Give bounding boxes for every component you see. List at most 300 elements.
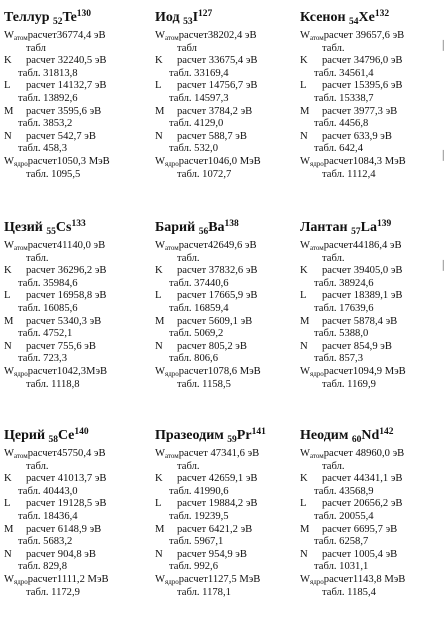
energy-row-l [300,498,446,511]
calculated-value: расчет 1005,4 эВ [322,548,398,560]
table-value: табл. 806,6 [169,353,219,365]
calculated-value: расчет 6695,7 эВ [322,523,398,535]
row-label [300,106,322,119]
table-value: табл. 4456,8 [314,118,369,130]
row-label [300,574,324,587]
calculated-value: расчет 47341,6 эВ [178,448,260,459]
energy-row-m [155,106,301,119]
element-name: Празеодим [155,428,224,443]
element-symbol: Ce [58,428,75,443]
energy-row-k [155,265,301,278]
calculated-value: расчет 32240,5 эВ [26,55,107,67]
row-label [4,30,28,43]
energy-row-k [4,55,150,68]
energy-row-n [4,341,150,354]
row-label-letter: K [300,473,308,485]
row-label-letter: L [300,290,307,302]
energy-row-k [4,473,150,486]
mass-number: 138 [224,219,239,229]
atomic-number: 52 [53,17,63,27]
row-label-letter: W [300,573,310,585]
element-name: Неодим [300,428,349,443]
energy-row-l [155,498,301,511]
row-label [300,156,324,169]
element-name: Цезий [4,220,43,235]
energy-row-l [155,290,301,303]
table-value: табл. 1185,4 [322,586,376,598]
element-block [155,220,301,391]
table-value: табл. 35984,6 [18,277,78,289]
table-value: табл. 20055,4 [314,510,374,522]
energy-row-w-ядро [155,156,301,169]
row-label [300,290,322,303]
element-title [300,10,446,26]
energy-row-w-ядро [300,366,446,379]
row-label-letter: W [300,155,310,167]
row-label-letter: L [155,80,162,92]
calculated-value: расчет 34796,0 эВ [322,55,403,67]
row-label [300,316,322,329]
table-value: табл [177,42,197,54]
row-label [4,290,26,303]
energy-row-w-ядро [155,366,301,379]
row-label [155,240,179,253]
row-label [4,473,26,486]
table-value: табл. 1112,4 [322,168,376,180]
element-symbol: Pr [236,428,252,443]
row-label-letter: N [4,548,12,560]
element-block [300,428,446,599]
element-symbol: Xe [358,10,375,25]
table-value: табл. 532,0 [169,143,219,155]
calculated-value: расчет 904,8 эВ [26,548,96,560]
energy-row-w-атом [155,448,301,461]
table-value: табл. 723,3 [18,353,68,365]
calculated-value: расчет1143,8 МэВ [323,573,406,585]
row-label [4,131,26,144]
row-label-letter: W [4,448,14,459]
row-label [155,366,179,379]
calculated-value: расчет 15395,6 эВ [322,80,403,92]
table-value: табл. 1095,5 [26,168,81,180]
energy-row-m [155,524,301,537]
energy-row-n [155,341,301,354]
calculated-value: расчет1050,3 МэВ [27,155,110,167]
calculated-value: расчет 48960,0 эВ [323,448,405,459]
element-title [4,220,150,236]
row-label-letter: W [300,448,310,459]
row-label [300,524,322,537]
table-value: табл. [322,42,345,54]
energy-row-n [4,549,150,562]
calculated-value: расчет 37832,6 эВ [177,265,258,277]
table-value: табл. [177,460,200,472]
element-name: Ксенон [300,10,346,25]
row-label [300,341,322,354]
table-value: табл. 43568,9 [314,485,374,497]
row-label-subscript: ядро [310,577,324,586]
table-value: табл. 33169,4 [169,67,229,79]
row-label [300,549,322,562]
element-title [155,428,301,444]
scan-edge-mark: │ [440,150,446,160]
row-label [4,549,26,562]
energy-row-w-ядро [155,574,301,587]
atomic-number: 54 [349,17,359,27]
calculated-value: расчет 41013,7 эВ [26,473,107,485]
table-value: табл. 458,3 [18,143,68,155]
element-title [155,10,301,26]
element-title [4,428,150,444]
row-label [155,131,177,144]
table-value: табл. 5683,2 [18,536,73,548]
row-label [300,240,324,253]
row-label [4,80,26,93]
energy-row-l [300,80,446,93]
calculated-value: расчет 954,9 эВ [177,548,247,560]
calculated-value: расчет 3784,2 эВ [177,105,253,117]
row-label-subscript: атом [14,244,28,252]
energy-row-w-ядро [300,156,446,169]
row-label-letter: K [4,55,12,67]
row-label-letter: L [155,498,162,510]
table-value: табл. 4129,0 [169,118,224,130]
row-label-letter: W [155,573,165,585]
row-label-letter: N [300,548,308,560]
energy-row-w-ядро [4,574,150,587]
row-label [300,366,324,379]
row-label [4,265,26,278]
row-label-letter: W [4,30,14,41]
row-label-letter: L [300,80,307,92]
energy-row-w-атом [300,240,446,253]
row-label [300,498,322,511]
table-value: табл. [177,252,200,264]
calculated-value: расчет 39405,0 эВ [322,265,403,277]
calculated-value: расчет41140,0 эВ [27,240,106,251]
table-value: табл. 5967,1 [169,536,224,548]
element-name: Иод [155,10,180,25]
element-block [155,10,301,181]
row-label [155,55,177,68]
calculated-value: расчет 3977,3 эВ [322,105,398,117]
row-label-subscript: ядро [14,159,28,168]
mass-number: 140 [74,427,89,437]
calculated-value: расчет 16958,8 эВ [26,290,107,302]
row-label-letter: W [4,155,14,167]
row-label-letter: K [4,265,12,277]
calculated-value: расчет1042,3МэВ [27,365,108,377]
atomic-number: 56 [198,227,209,237]
element-block [300,10,446,181]
energy-row-k [4,265,150,278]
row-label-letter: L [155,290,162,302]
element-name: Церий [4,428,46,443]
energy-row-w-ядро [4,156,150,169]
calculated-value: расчет 20656,2 эВ [322,498,403,510]
row-label [155,290,177,303]
mass-number: 127 [198,9,213,19]
row-label-letter: W [300,30,310,41]
table-value: табл. 6258,7 [314,536,369,548]
row-label [300,30,324,43]
energy-row-n [300,341,446,354]
calculated-value: расчет1084,3 МэВ [323,155,406,167]
table-value: табл. [322,460,345,472]
calculated-value: расчет 854,9 эВ [322,340,392,352]
mass-number: 132 [374,9,390,19]
row-label [155,265,177,278]
row-label-letter: K [300,265,308,277]
row-label-letter: K [155,55,163,67]
energy-row-k [155,473,301,486]
row-label-letter: M [155,105,165,117]
element-block [4,220,150,391]
calculated-value: расчет 42659,1 эВ [177,473,258,485]
table-value: табл. 1158,5 [177,378,231,390]
element-block [155,428,301,599]
atomic-number: 59 [227,435,237,445]
row-label-letter: N [155,548,163,560]
energy-row-m [300,316,446,329]
row-label [155,106,177,119]
row-label [155,549,177,562]
element-title [300,220,446,236]
energy-row-l [4,80,150,93]
atomic-number: 55 [46,227,56,237]
row-label [4,156,28,169]
row-label [4,240,28,253]
table-value: табл. 1169,9 [322,378,376,390]
calculated-value: расчет 18389,1 эВ [322,290,403,302]
energy-row-k [300,473,446,486]
scan-edge-mark: │ [440,40,446,50]
row-label-letter: W [155,240,165,251]
row-label-letter: W [155,365,165,377]
row-label-letter: L [300,498,307,510]
calculated-value: расчет44186,4 эВ [323,240,402,251]
energy-row-k [300,55,446,68]
row-label-letter: N [300,340,308,352]
energy-row-w-атом [4,240,150,253]
row-label [155,156,179,169]
row-label-subscript: атом [310,244,324,252]
table-value: табл. 1072,7 [177,168,232,180]
row-label-letter: W [155,30,165,41]
table-value: табл. 38924,6 [314,277,374,289]
energy-row-k [300,265,446,278]
row-label-subscript: ядро [14,369,28,378]
energy-row-m [155,316,301,329]
energy-row-m [4,316,150,329]
energy-row-l [300,290,446,303]
table-value: табл. 13892,6 [18,92,78,104]
row-label-letter: W [155,155,165,167]
table-value: табл. 642,4 [314,143,364,155]
mass-number: 139 [376,219,392,229]
calculated-value: расчет1127,5 МэВ [178,573,261,585]
table-value: табл. 5388,0 [314,328,369,340]
calculated-value: расчет 633,9 эВ [322,130,392,142]
table-value: табл. 857,3 [314,353,364,365]
table-value: табл. [26,252,49,264]
row-label [300,473,322,486]
row-label-letter: N [155,130,163,142]
row-label [155,341,177,354]
row-label-subscript: атом [165,452,179,460]
table-value: табл. 18436,4 [18,510,78,522]
calculated-value: расчет 14132,7 эВ [26,80,107,92]
table-value: табл. 34561,4 [314,67,374,79]
row-label-letter: K [155,265,163,277]
row-label-letter: M [300,105,310,117]
energy-row-w-атом [155,30,301,43]
row-label [4,366,28,379]
atomic-number: 58 [48,435,59,445]
energy-row-w-атом [4,448,150,461]
energy-row-m [300,106,446,119]
row-label [4,524,26,537]
table-value: табл. 17639,6 [314,302,374,314]
calculated-value: расчет38202,4 эВ [178,30,257,41]
calculated-value: расчет1078,6 МэВ [178,365,261,377]
row-label-letter: M [4,523,14,535]
calculated-value: расчет 6421,2 эВ [177,523,253,535]
row-label-subscript: атом [310,34,324,42]
energy-row-n [300,549,446,562]
row-label [155,316,177,329]
row-label-letter: K [4,473,12,485]
energy-row-l [4,498,150,511]
row-label [4,106,26,119]
row-label [300,131,322,144]
calculated-value: расчет 33675,4 эВ [177,55,258,67]
row-label-subscript: атом [14,34,28,42]
element-block [300,220,446,391]
calculated-value: расчет 805,2 эВ [177,340,247,352]
mass-number: 133 [71,219,86,229]
row-label-letter: M [4,315,14,327]
row-label-letter: K [300,55,308,67]
row-label-letter: N [4,130,12,142]
row-label-subscript: атом [14,452,28,460]
row-label-subscript: атом [165,34,179,42]
table-value: табл [26,42,46,54]
row-label [155,448,179,461]
row-label-letter: M [300,523,310,535]
row-label [155,30,179,43]
row-label-letter: K [155,473,163,485]
row-label-subscript: атом [165,244,179,252]
row-label [155,498,177,511]
energy-row-n [4,131,150,144]
row-label [155,80,177,93]
energy-row-w-атом [155,240,301,253]
element-title [4,10,150,26]
energy-row-l [4,290,150,303]
element-block [4,428,150,599]
energy-row-m [300,524,446,537]
calculated-value: расчет 19128,5 эВ [26,498,107,510]
table-value: табл. 40443,0 [18,485,78,497]
calculated-value: расчет 17665,9 эВ [177,290,258,302]
row-label [4,341,26,354]
row-label-letter: W [300,240,310,251]
row-label-subscript: ядро [310,369,324,378]
row-label [4,55,26,68]
calculated-value: расчет 36296,2 эВ [26,265,107,277]
row-label [4,448,28,461]
element-name: Теллур [4,10,50,25]
calculated-value: расчет 44341,1 эВ [322,473,403,485]
atomic-number: 60 [351,435,362,445]
mass-number: 141 [251,427,266,437]
row-label-letter: W [4,573,14,585]
table-value: табл. 31813,8 [18,67,78,79]
calculated-value: расчет 5609,1 эВ [177,315,253,327]
energy-row-n [300,131,446,144]
row-label-letter: N [300,130,308,142]
row-label-subscript: ядро [165,369,179,378]
table-value: табл. 37440,6 [169,277,229,289]
energy-row-w-атом [4,30,150,43]
atomic-number: 57 [351,227,361,237]
mass-number: 130 [76,9,92,19]
element-symbol: Nd [361,428,380,443]
energy-row-n [155,131,301,144]
table-value: табл. 14597,3 [169,92,229,104]
row-label-letter: W [4,365,14,377]
energy-row-m [4,524,150,537]
row-label [155,574,179,587]
row-label-subscript: ядро [310,159,324,168]
energy-row-n [155,549,301,562]
row-label-subscript: ядро [165,577,179,586]
row-label-subscript: ядро [165,159,179,168]
row-label [300,55,322,68]
calculated-value: расчет 5340,3 эВ [26,315,102,327]
calculated-value: расчет 3595,6 эВ [26,105,102,117]
mass-number: 142 [379,427,394,437]
table-value: табл. 1118,8 [26,378,80,390]
calculated-value: расчет42649,6 эВ [178,240,257,251]
scan-edge-mark: │ [440,260,446,270]
calculated-value: расчет1046,0 МэВ [178,155,261,167]
table-value: табл. 5069,2 [169,328,224,340]
row-label [155,473,177,486]
row-label [155,524,177,537]
energy-row-l [155,80,301,93]
table-value: табл. 16085,6 [18,302,78,314]
table-value: табл. 16859,4 [169,302,229,314]
table-value: табл. 15338,7 [314,92,374,104]
row-label [4,574,28,587]
calculated-value: расчет 39657,6 эВ [323,30,405,41]
row-label [4,316,26,329]
atomic-number: 53 [183,17,193,27]
row-label-letter: M [300,315,310,327]
energy-row-w-атом [300,30,446,43]
row-label-letter: L [4,290,11,302]
row-label [300,448,324,461]
calculated-value: расчет 19884,2 эВ [177,498,258,510]
table-value: табл. 19239,5 [169,510,229,522]
calculated-value: расчет 6148,9 эВ [26,523,102,535]
table-value: табл. 829,8 [18,561,68,573]
table-value: табл. 3853,2 [18,118,73,130]
calculated-value: расчет1111,2 МэВ [27,573,109,585]
calculated-value: расчет 5878,4 эВ [322,315,398,327]
